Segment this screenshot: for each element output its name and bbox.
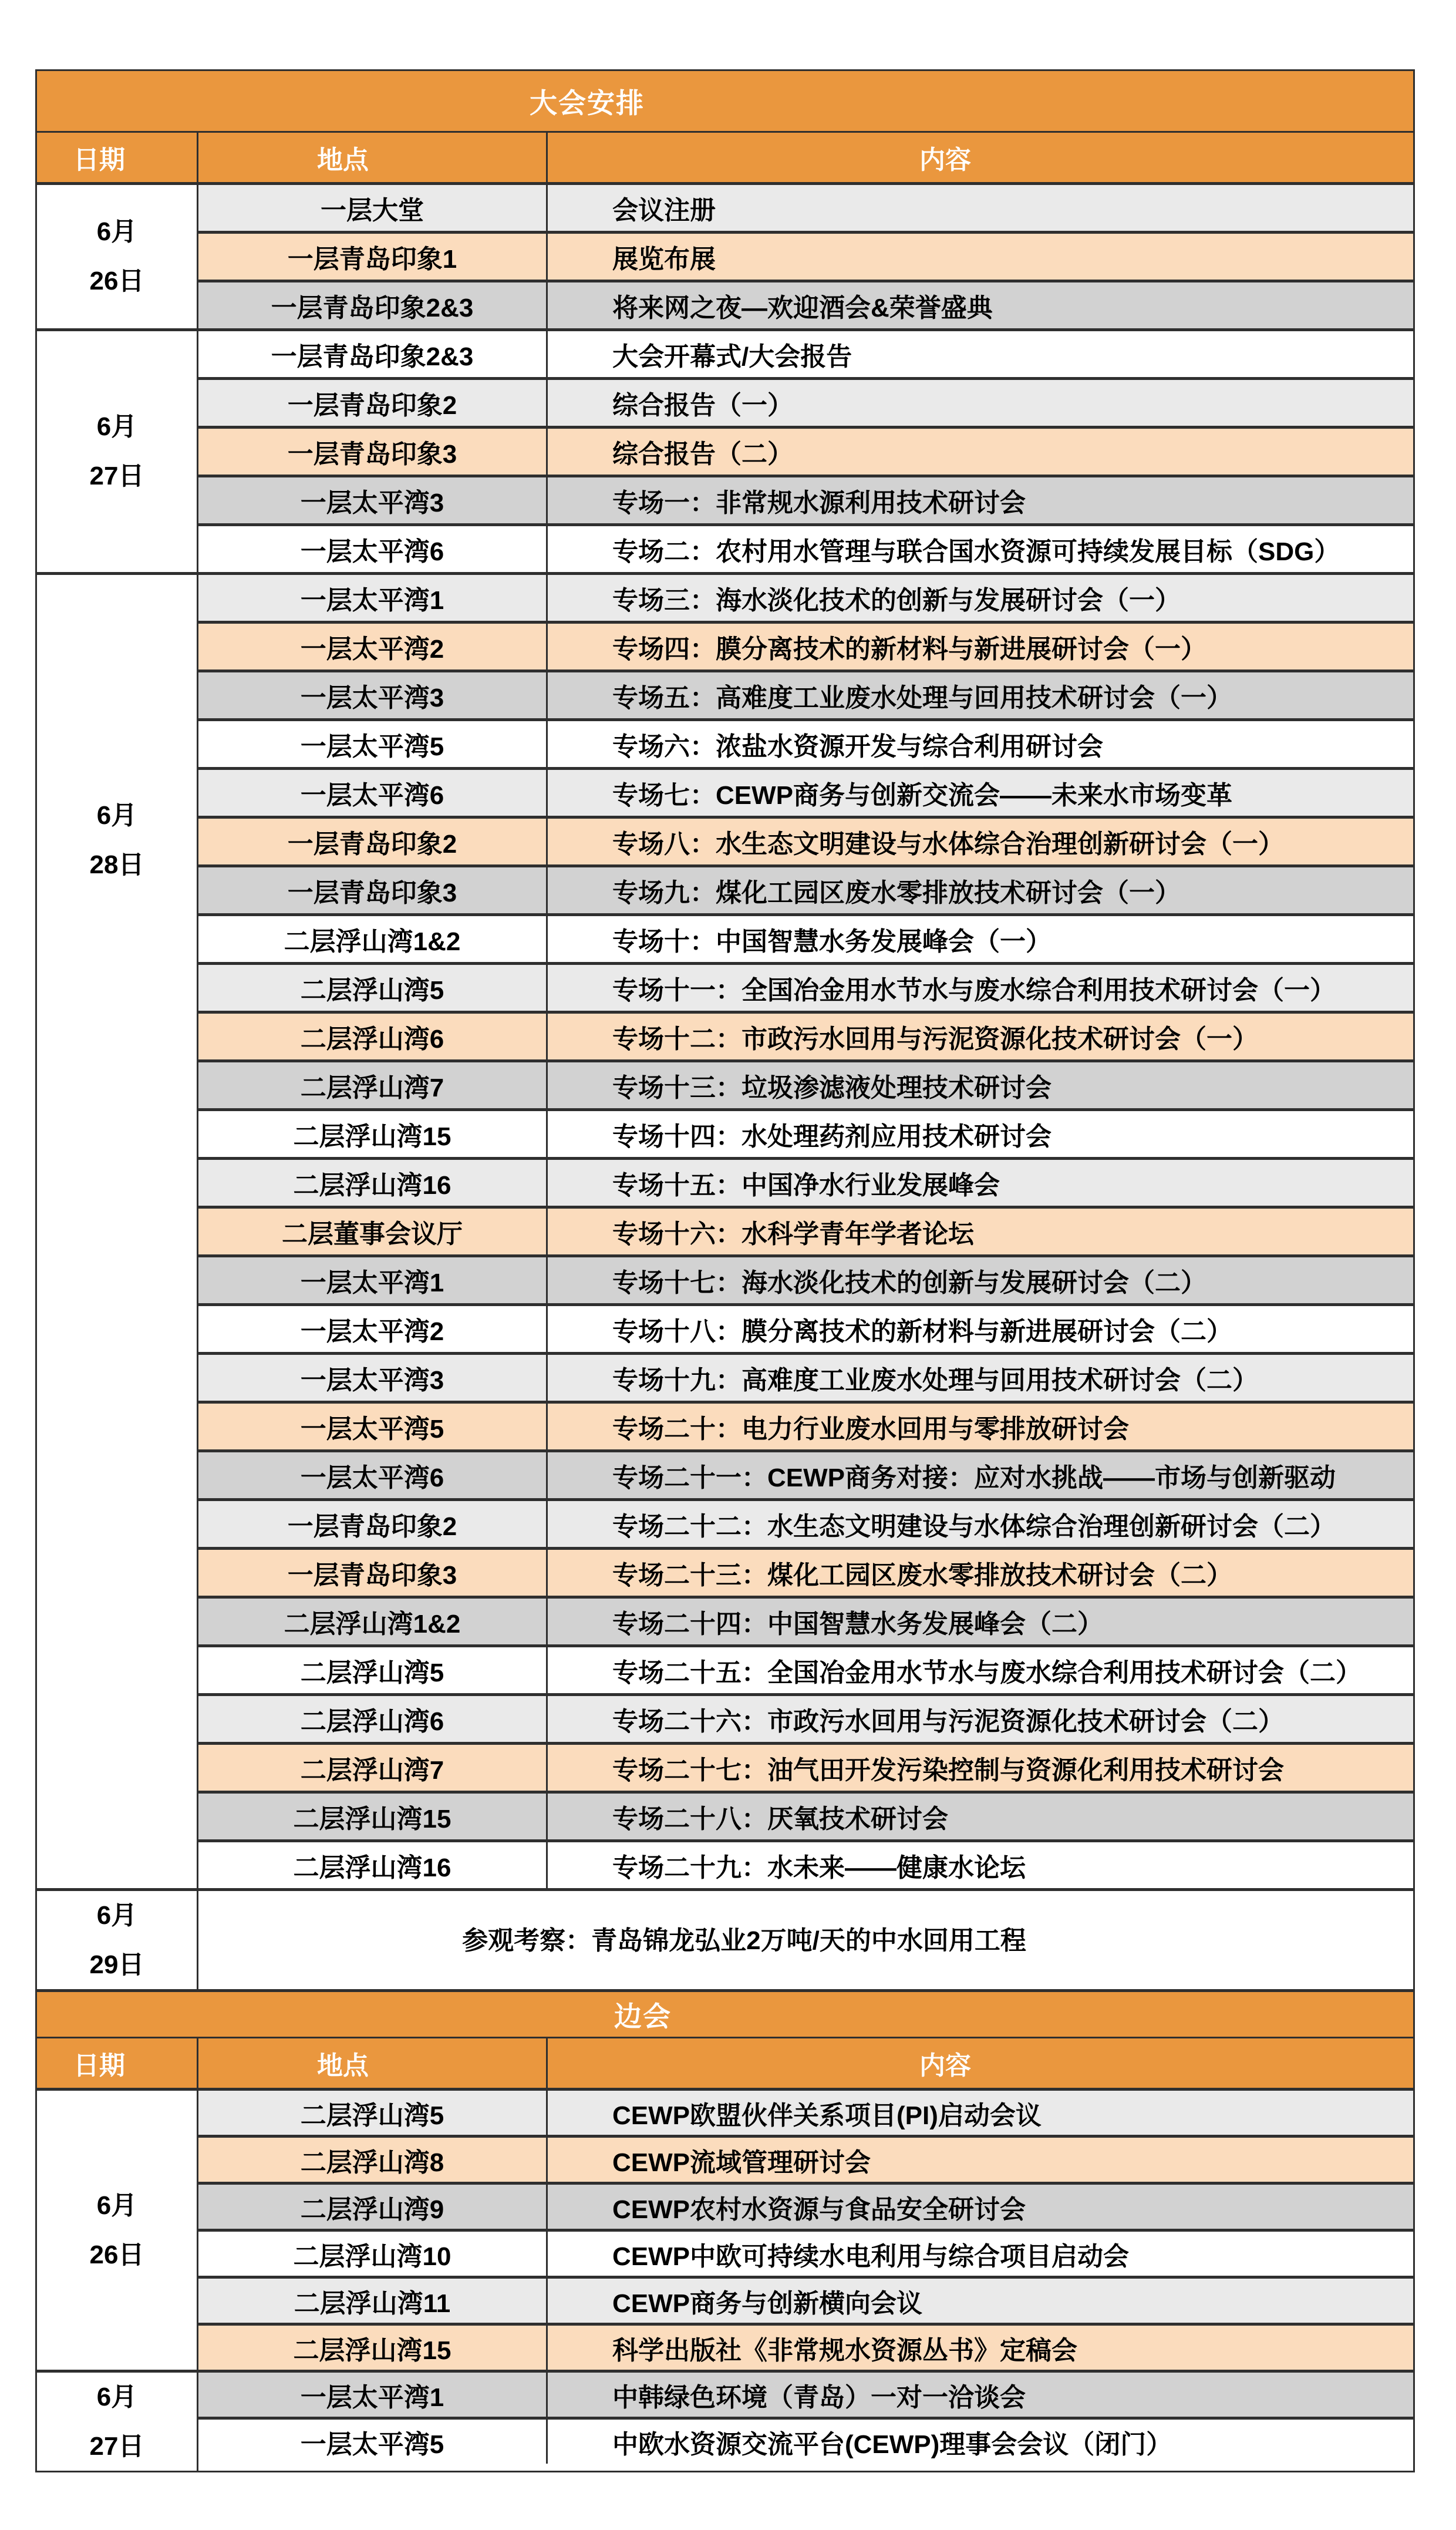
- content-cell: 中欧水资源交流平台(CEWP)理事会会议（闭门）: [612, 2430, 1172, 2459]
- content-cell: 中韩绿色环境（青岛）一对一洽谈会: [612, 2383, 1026, 2412]
- content-cell: 专场七：CEWP商务与创新交流会——未来水市场变革: [612, 781, 1232, 810]
- content-cell: 会议注册: [612, 196, 716, 225]
- schedule-row: [198, 1449, 1413, 1498]
- content-cell: 专场十：中国智慧水务发展峰会（一）: [612, 927, 1051, 956]
- schedule-row: [198, 2373, 1413, 2417]
- date-cell: [37, 575, 198, 1888]
- schedule-row: [198, 1742, 1413, 1791]
- content-cell: 专场六：浓盐水资源开发与综合利用研讨会: [612, 732, 1103, 761]
- column-header-venue-label: 地点: [317, 146, 369, 174]
- schedule-row: [198, 1644, 1413, 1693]
- schedule-row: [198, 185, 1413, 231]
- venue-cell: 二层浮山湾1&2: [198, 916, 548, 962]
- schedule-row: [198, 1693, 1413, 1742]
- date-section-0: [37, 2088, 1413, 2370]
- schedule-row: [198, 575, 1413, 621]
- content-cell: 专场二十四：中国智慧水务发展峰会（二）: [612, 1610, 1103, 1639]
- content-cell: 专场十一：全国冶金用水节水与废水综合利用技术研讨会（一）: [612, 976, 1336, 1005]
- content-cell: 专场二十九：水未来——健康水论坛: [612, 1853, 1026, 1882]
- content-cell: 专场五：高难度工业废水处理与回用技术研讨会（一）: [612, 684, 1232, 712]
- content-cell: 专场十七：海水淡化技术的创新与发展研讨会（二）: [612, 1269, 1206, 1297]
- content-cell: 专场十九：高难度工业废水处理与回用技术研讨会（二）: [612, 1366, 1258, 1395]
- main-table-title-bar: [37, 71, 1413, 131]
- schedule-row: [198, 1059, 1413, 1108]
- venue-cell: 一层太平湾1: [198, 1257, 548, 1303]
- date-section-0: [37, 182, 1413, 328]
- column-header-content: [548, 2038, 1413, 2088]
- column-header-content: [548, 133, 1413, 182]
- date-cell: [37, 2373, 198, 2471]
- venue-cell: 二层浮山湾8: [198, 2138, 548, 2182]
- content-cell: CEWP中欧可持续水电利用与综合项目启动会: [612, 2242, 1129, 2271]
- venue-cell: 一层太平湾3: [198, 1355, 548, 1401]
- date-line: 6月: [96, 2191, 137, 2221]
- schedule-row: [198, 280, 1413, 328]
- schedule-row: [198, 377, 1413, 426]
- venue-cell: 一层太平湾2: [198, 624, 548, 669]
- schedule-row: [198, 1791, 1413, 1839]
- venue-cell: 二层浮山湾5: [198, 965, 548, 1011]
- venue-cell: 二层浮山湾7: [198, 1745, 548, 1791]
- date-line: 6月: [96, 412, 137, 442]
- date-line: 6月: [96, 217, 137, 247]
- content-cell: 科学出版社《非常规水资源丛书》定稿会: [612, 2336, 1077, 2365]
- venue-cell: 一层青岛印象3: [198, 429, 548, 475]
- schedule-row: [198, 2323, 1413, 2370]
- venue-cell: 一层青岛印象2: [198, 1501, 548, 1547]
- schedule-row: [198, 1596, 1413, 1644]
- date-section-1: [37, 328, 1413, 572]
- schedule-row: [198, 718, 1413, 767]
- schedule-row: [198, 1839, 1413, 1888]
- content-cell: 综合报告（二）: [612, 440, 793, 469]
- schedule-row: [198, 2135, 1413, 2182]
- venue-cell: 一层太平湾5: [198, 721, 548, 767]
- venue-cell: 一层青岛印象2&3: [198, 282, 548, 328]
- venue-cell: 一层太平湾6: [198, 526, 548, 572]
- venue-cell: 一层太平湾3: [198, 477, 548, 523]
- content-cell: 专场三：海水淡化技术的创新与发展研讨会（一）: [612, 586, 1181, 615]
- date-line: 27日: [89, 462, 144, 490]
- venue-cell: 二层董事会议厅: [198, 1209, 548, 1254]
- schedule-row: [198, 231, 1413, 280]
- schedule-row: [198, 1254, 1413, 1303]
- venue-cell: 二层浮山湾10: [198, 2232, 548, 2276]
- side-table-title: 边会: [614, 2000, 672, 2032]
- content-cell: 专场二十二：水生态文明建设与水体综合治理创新研讨会（二）: [612, 1512, 1336, 1541]
- content-cell: 专场二十七：油气田开发污染控制与资源化利用技术研讨会: [612, 1756, 1284, 1785]
- date-section-3: [37, 1888, 1413, 1989]
- venue-cell: 二层浮山湾7: [198, 1062, 548, 1108]
- tour-content-cell: 参观考察：青岛锦龙弘业2万吨/天的中水回用工程: [462, 1926, 1026, 1955]
- venue-cell: 一层大堂: [198, 185, 548, 231]
- column-header-date: [37, 133, 198, 182]
- schedule-row: [198, 1206, 1413, 1254]
- date-line: 27日: [89, 2431, 144, 2461]
- content-cell: 专场二十六：市政污水回用与污泥资源化技术研讨会（二）: [612, 1707, 1284, 1736]
- venue-cell: 二层浮山湾16: [198, 1160, 548, 1206]
- date-line: 6月: [96, 2383, 137, 2412]
- main-table-body: [37, 182, 1413, 1989]
- section-rows: [198, 1891, 1413, 1989]
- venue-cell: 二层浮山湾5: [198, 2091, 548, 2135]
- content-cell: 专场二：农村用水管理与联合国水资源可持续发展目标（SDG）: [612, 537, 1340, 566]
- content-cell: 展览布展: [612, 245, 716, 274]
- schedule-row: [198, 962, 1413, 1011]
- content-cell: 专场四：膜分离技术的新材料与新进展研讨会（一）: [612, 635, 1206, 664]
- main-header-row: [37, 131, 1413, 182]
- venue-cell: 二层浮山湾15: [198, 1794, 548, 1839]
- venue-cell: 二层浮山湾9: [198, 2185, 548, 2229]
- section-rows: [198, 2091, 1413, 2370]
- content-cell: 专场十五：中国净水行业发展峰会: [612, 1171, 1000, 1200]
- content-cell: 专场二十一：CEWP商务对接：应对水挑战——市场与创新驱动: [612, 1464, 1336, 1492]
- venue-cell: 一层太平湾6: [198, 1452, 548, 1498]
- schedule-row: [198, 864, 1413, 913]
- venue-cell: 一层太平湾1: [198, 575, 548, 621]
- schedule-row: [198, 426, 1413, 475]
- content-cell: CEWP欧盟伙伴关系项目(PI)启动会议: [612, 2101, 1042, 2130]
- schedule-row: [198, 913, 1413, 962]
- date-line: 6月: [96, 801, 137, 830]
- schedule-row: [198, 1352, 1413, 1401]
- main-table-title: 大会安排: [530, 87, 645, 119]
- schedule-row: [198, 1891, 1413, 1985]
- column-header-date: [37, 2038, 198, 2088]
- venue-cell: 一层太平湾6: [198, 770, 548, 816]
- date-line: 6月: [96, 1901, 137, 1930]
- content-cell: CEWP农村水资源与食品安全研讨会: [612, 2195, 1026, 2224]
- content-cell: CEWP商务与创新横向会议: [612, 2289, 922, 2318]
- schedule-row: [198, 1401, 1413, 1449]
- venue-cell: 一层太平湾3: [198, 672, 548, 718]
- schedule-row: [198, 475, 1413, 523]
- schedule-row: [198, 767, 1413, 816]
- schedule-row: [198, 1498, 1413, 1547]
- content-cell: 将来网之夜—欢迎酒会&荣誉盛典: [612, 294, 993, 322]
- date-line: 28日: [89, 850, 144, 879]
- content-cell: 专场十八：膜分离技术的新材料与新进展研讨会（二）: [612, 1317, 1232, 1346]
- date-line: 26日: [89, 2240, 144, 2269]
- content-cell: 专场一：非常规水源利用技术研讨会: [612, 489, 1026, 517]
- section-rows: [198, 331, 1413, 572]
- schedule-row: [198, 2229, 1413, 2276]
- venue-cell: 二层浮山湾11: [198, 2279, 548, 2323]
- content-cell: 大会开幕式/大会报告: [612, 342, 852, 371]
- content-cell: 专场二十：电力行业废水回用与零排放研讨会: [612, 1415, 1129, 1444]
- venue-cell: 二层浮山湾16: [198, 1842, 548, 1888]
- schedule-row: [198, 2417, 1413, 2464]
- side-table-title-bar: [37, 1989, 1413, 2037]
- venue-cell: 二层浮山湾1&2: [198, 1599, 548, 1644]
- side-table-body: [37, 2088, 1413, 2471]
- column-header-content-label: 内容: [919, 2051, 971, 2081]
- column-header-venue-label: 地点: [317, 2051, 369, 2081]
- content-cell: 专场十三：垃圾渗滤液处理技术研讨会: [612, 1074, 1051, 1102]
- venue-cell: 二层浮山湾5: [198, 1647, 548, 1693]
- date-line: 26日: [89, 267, 144, 295]
- venue-cell: 二层浮山湾6: [198, 1696, 548, 1742]
- schedule-row: [198, 2182, 1413, 2229]
- content-cell: 专场二十八：厌氧技术研讨会: [612, 1805, 948, 1833]
- venue-cell: 一层太平湾1: [198, 2373, 548, 2417]
- venue-cell: 一层青岛印象3: [198, 1550, 548, 1596]
- column-header-venue: [198, 2038, 548, 2088]
- schedule-row: [198, 331, 1413, 377]
- venue-cell: 二层浮山湾15: [198, 2326, 548, 2370]
- date-line: 29日: [89, 1950, 144, 1979]
- venue-cell: 一层青岛印象1: [198, 234, 548, 280]
- content-cell: 专场九：煤化工园区废水零排放技术研讨会（一）: [612, 879, 1181, 907]
- content-cell: 专场十六：水科学青年学者论坛: [612, 1220, 974, 1249]
- schedule-row: [198, 816, 1413, 864]
- content-cell: 专场二十三：煤化工园区废水零排放技术研讨会（二）: [612, 1561, 1232, 1590]
- column-header-date-label: 日期: [73, 146, 125, 174]
- venue-cell: 一层太平湾2: [198, 1306, 548, 1352]
- schedule-row: [198, 523, 1413, 572]
- date-section-2: [37, 572, 1413, 1888]
- date-cell: [37, 185, 198, 328]
- venue-cell: 一层青岛印象2: [198, 819, 548, 864]
- venue-cell: 一层青岛印象2: [198, 380, 548, 426]
- content-cell: 专场二十五：全国冶金用水节水与废水综合利用技术研讨会（二）: [612, 1658, 1361, 1687]
- section-rows: [198, 2373, 1413, 2471]
- content-cell: 综合报告（一）: [612, 391, 793, 420]
- schedule-row: [198, 1303, 1413, 1352]
- schedule-row: [198, 1547, 1413, 1596]
- schedule-row: [198, 2276, 1413, 2323]
- schedule-row: [198, 1157, 1413, 1206]
- column-header-date-label: 日期: [73, 2051, 125, 2081]
- venue-cell: 二层浮山湾15: [198, 1111, 548, 1157]
- column-header-venue: [198, 133, 548, 182]
- schedule-row: [198, 2091, 1413, 2135]
- venue-cell: 一层太平湾5: [198, 2420, 548, 2464]
- schedule-row: [198, 669, 1413, 718]
- date-section-1: [37, 2370, 1413, 2471]
- content-cell: 专场十四：水处理药剂应用技术研讨会: [612, 1122, 1051, 1151]
- venue-cell: 一层太平湾5: [198, 1404, 548, 1449]
- schedule-row: [198, 621, 1413, 669]
- schedule-row: [198, 1108, 1413, 1157]
- venue-cell: 一层青岛印象2&3: [198, 331, 548, 377]
- column-header-content-label: 内容: [919, 146, 971, 174]
- schedule-row: [198, 1011, 1413, 1059]
- conference-schedule-table: [35, 69, 1415, 2472]
- content-cell: 专场八：水生态文明建设与水体综合治理创新研讨会（一）: [612, 830, 1284, 859]
- section-rows: [198, 185, 1413, 328]
- date-cell: [37, 331, 198, 572]
- venue-cell: 一层青岛印象3: [198, 867, 548, 913]
- date-cell: [37, 2091, 198, 2370]
- content-cell: 专场十二：市政污水回用与污泥资源化技术研讨会（一）: [612, 1025, 1258, 1054]
- content-cell: CEWP流域管理研讨会: [612, 2148, 871, 2177]
- venue-cell: 二层浮山湾6: [198, 1014, 548, 1059]
- side-header-row: [37, 2037, 1413, 2088]
- section-rows: [198, 575, 1413, 1888]
